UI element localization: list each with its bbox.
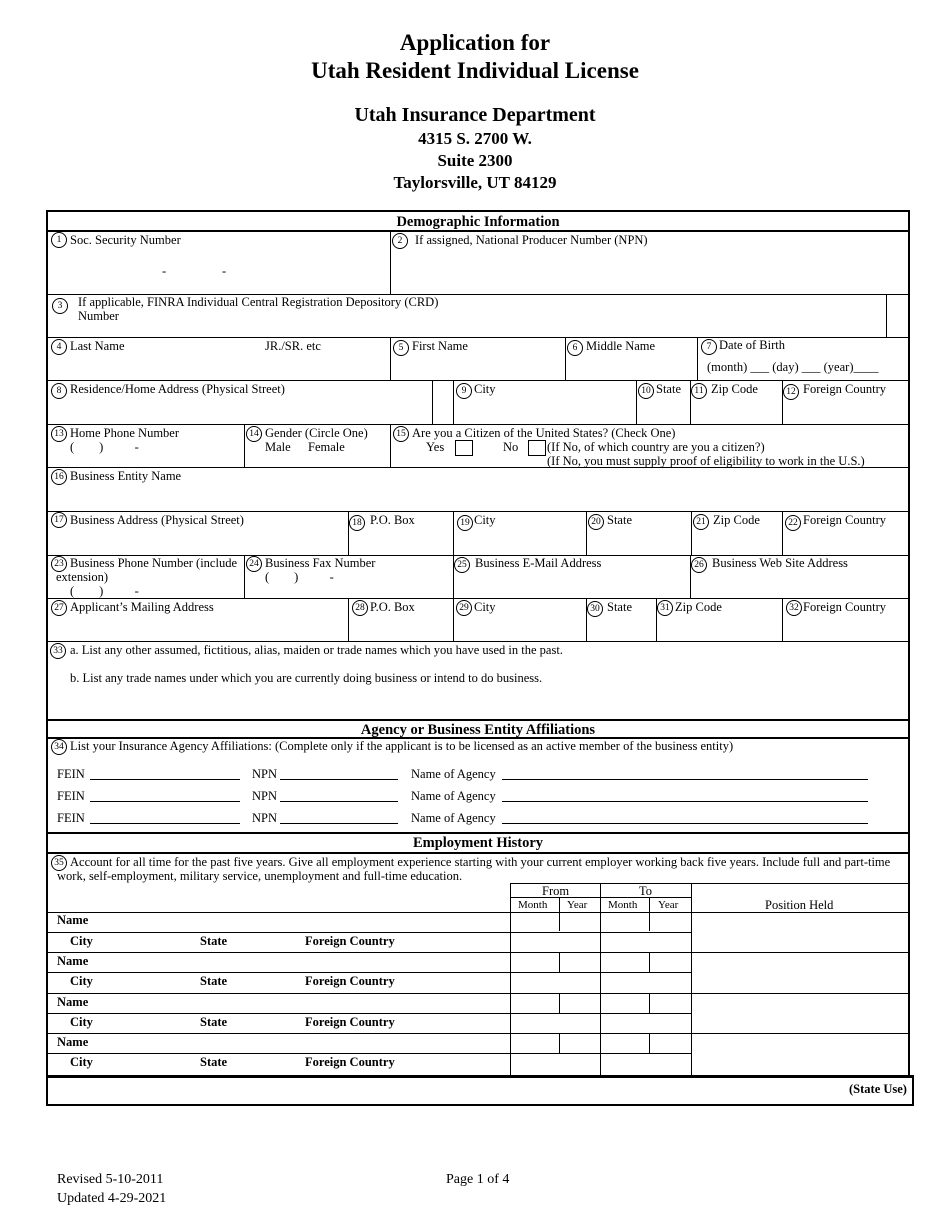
field-number-badge: 16 bbox=[51, 469, 67, 485]
employer-city-label: City bbox=[70, 974, 93, 988]
field-number-badge: 18 bbox=[349, 515, 365, 531]
field-number-badge: 29 bbox=[456, 600, 472, 616]
to-month-header: Month bbox=[608, 899, 638, 911]
mailing-address-label: Applicant’s Mailing Address bbox=[70, 600, 214, 614]
field-number-badge: 20 bbox=[588, 514, 604, 530]
citizen-proof-note: (If No, you must supply proof of eligibility to work in the U.S.) bbox=[547, 454, 865, 468]
business-phone-label: Business Phone Number (include bbox=[70, 556, 237, 570]
field-number-badge: 35 bbox=[51, 855, 67, 871]
field-number-badge: 33 bbox=[50, 643, 66, 659]
last-name-label: Last Name bbox=[70, 339, 125, 353]
employer-state-label: State bbox=[200, 1055, 228, 1069]
field-number-badge: 3 bbox=[52, 298, 68, 314]
employment-entry[interactable] bbox=[48, 994, 510, 1033]
npn-input-line[interactable] bbox=[280, 779, 398, 780]
business-address-label: Business Address (Physical Street) bbox=[70, 513, 244, 527]
employment-instructions: Account for all time for the past five years. Give all employment experience starting with your current employer working back five years. Include full and part-time bbox=[70, 855, 891, 869]
from-month-header: Month bbox=[518, 899, 548, 911]
citizen-no-label: No bbox=[503, 440, 519, 454]
field-number-badge: 32 bbox=[786, 600, 802, 616]
employment-entry[interactable] bbox=[48, 1034, 510, 1073]
state-use-label: (State Use) bbox=[849, 1082, 907, 1096]
field-number-badge: 9 bbox=[456, 383, 472, 399]
fein-label: FEIN bbox=[57, 789, 85, 803]
agency-name-input-line[interactable] bbox=[502, 823, 868, 824]
employer-name-label: Name bbox=[57, 1035, 89, 1049]
employer-country-label: Foreign Country bbox=[305, 1055, 395, 1069]
agency-name-input-line[interactable] bbox=[502, 779, 868, 780]
business-email-label: Business E-Mail Address bbox=[475, 556, 602, 570]
business-entity-name-label: Business Entity Name bbox=[70, 469, 182, 483]
fein-input-line[interactable] bbox=[90, 823, 240, 824]
ssn-label: Soc. Security Number bbox=[70, 233, 181, 247]
title-line-1: Application for bbox=[399, 30, 551, 55]
employer-state-label: State bbox=[200, 934, 228, 948]
first-name-label: First Name bbox=[412, 339, 468, 353]
state-use-box bbox=[46, 1075, 914, 1106]
from-year-header: Year bbox=[567, 899, 588, 911]
citizen-no-checkbox[interactable] bbox=[528, 440, 546, 456]
business-fax-format: ( ) - bbox=[265, 570, 334, 584]
business-fax-label: Business Fax Number bbox=[265, 556, 376, 570]
trade-names-question-b: b. List any trade names under which you are currently doing business or intend to do business. bbox=[70, 671, 543, 685]
field-number-badge: 24 bbox=[246, 556, 262, 572]
field-number-badge: 22 bbox=[785, 515, 801, 531]
field-number-badge: 13 bbox=[51, 426, 67, 442]
position-held-header: Position Held bbox=[765, 898, 834, 912]
field-number-badge: 8 bbox=[51, 383, 67, 399]
field-number-badge: 10 bbox=[638, 383, 654, 399]
section-demographic: Demographic Information bbox=[396, 214, 560, 230]
mailing-state-label: State bbox=[607, 600, 632, 614]
business-website-label: Business Web Site Address bbox=[712, 556, 848, 570]
business-zip-label: Zip Code bbox=[713, 513, 760, 527]
gender-male-option[interactable]: Male bbox=[265, 440, 291, 454]
business-po-box-label: P.O. Box bbox=[370, 513, 415, 527]
employment-entry[interactable] bbox=[48, 913, 510, 952]
from-header: From bbox=[542, 884, 570, 898]
employer-city-label: City bbox=[70, 1055, 93, 1069]
field-number-badge: 15 bbox=[393, 426, 409, 442]
npn-label: NPN bbox=[252, 767, 278, 781]
address-line-3: Taylorsville, UT 84129 bbox=[393, 173, 557, 192]
employer-state-label: State bbox=[200, 974, 228, 988]
employer-country-label: Foreign Country bbox=[305, 934, 395, 948]
business-state-label: State bbox=[607, 513, 632, 527]
revised-date: Revised 5-10-2011 bbox=[57, 1172, 164, 1187]
suffix-label: JR./SR. etc bbox=[265, 339, 321, 353]
home-country-label: Foreign Country bbox=[803, 382, 886, 396]
field-number-badge: 34 bbox=[51, 739, 67, 755]
employer-name-label: Name bbox=[57, 913, 89, 927]
address-line-1: 4315 S. 2700 W. bbox=[418, 129, 532, 148]
mailing-city-label: City bbox=[474, 600, 496, 614]
field-number-badge: 26 bbox=[691, 557, 707, 573]
page-number: Page 1 of 4 bbox=[446, 1172, 510, 1187]
field-number-badge: 30 bbox=[587, 601, 603, 617]
field-number-badge: 1 bbox=[51, 232, 67, 248]
section-employment: Employment History bbox=[412, 835, 544, 851]
fein-input-line[interactable] bbox=[90, 779, 240, 780]
employment-entry[interactable] bbox=[48, 953, 510, 992]
field-number-badge: 14 bbox=[246, 426, 262, 442]
field-number-badge: 17 bbox=[51, 512, 67, 528]
field-number-badge: 31 bbox=[657, 600, 673, 616]
field-number-badge: 12 bbox=[783, 384, 799, 400]
employer-name-label: Name bbox=[57, 995, 89, 1009]
home-zip-label: Zip Code bbox=[711, 382, 758, 396]
field-number-badge: 19 bbox=[457, 515, 473, 531]
citizen-yes-checkbox[interactable] bbox=[455, 440, 473, 456]
citizen-yes-label: Yes bbox=[426, 440, 445, 454]
dob-format: (month) ___ (day) ___ (year)____ bbox=[707, 360, 879, 374]
fein-label: FEIN bbox=[57, 767, 85, 781]
mailing-country-label: Foreign Country bbox=[803, 600, 886, 614]
agency-name-label: Name of Agency bbox=[411, 789, 496, 803]
mailing-po-box-label: P.O. Box bbox=[370, 600, 415, 614]
field-number-badge: 28 bbox=[352, 600, 368, 616]
crd-label: If applicable, FINRA Individual Central Registration Depository (CRD) bbox=[78, 295, 439, 309]
fein-label: FEIN bbox=[57, 811, 85, 825]
field-number-badge: 27 bbox=[51, 600, 67, 616]
agency-name-input-line[interactable] bbox=[502, 801, 868, 802]
field-number-badge: 11 bbox=[691, 383, 707, 399]
address-line-2: Suite 2300 bbox=[437, 151, 513, 170]
to-year-header: Year bbox=[658, 899, 679, 911]
field-number-badge: 5 bbox=[393, 340, 409, 356]
field-number-badge: 7 bbox=[701, 339, 717, 355]
fein-input-line[interactable] bbox=[90, 801, 240, 802]
employment-instructions: work, self-employment, military service, unemployment and full-time education. bbox=[57, 869, 463, 883]
section-agency: Agency or Business Entity Affiliations bbox=[360, 722, 596, 738]
ssn-dash: - bbox=[222, 264, 227, 278]
agency-affiliations-label: List your Insurance Agency Affiliations: (Complete only if the applicant is to be licensed as an active member of the business entity) bbox=[70, 739, 734, 753]
to-header: To bbox=[639, 884, 653, 898]
citizen-question: Are you a Citizen of the United States? (Check One) bbox=[412, 426, 676, 440]
dob-label: Date of Birth bbox=[719, 338, 785, 352]
department-name: Utah Insurance Department bbox=[354, 104, 596, 126]
npn-input-line[interactable] bbox=[280, 801, 398, 802]
agency-name-label: Name of Agency bbox=[411, 767, 496, 781]
home-phone-format: ( ) - bbox=[70, 440, 139, 454]
field-number-badge: 2 bbox=[392, 233, 408, 249]
field-number-badge: 23 bbox=[51, 556, 67, 572]
business-city-label: City bbox=[474, 513, 496, 527]
gender-label: Gender (Circle One) bbox=[265, 426, 368, 440]
home-phone-label: Home Phone Number bbox=[70, 426, 180, 440]
home-address-label: Residence/Home Address (Physical Street) bbox=[70, 382, 285, 396]
gender-female-option[interactable]: Female bbox=[308, 440, 345, 454]
employer-country-label: Foreign Country bbox=[305, 974, 395, 988]
field-number-badge: 4 bbox=[51, 339, 67, 355]
npn-label: NPN bbox=[252, 811, 278, 825]
employer-name-label: Name bbox=[57, 954, 89, 968]
business-phone-label: extension) bbox=[56, 570, 109, 584]
home-city-label: City bbox=[474, 382, 496, 396]
middle-name-label: Middle Name bbox=[586, 339, 656, 353]
citizen-note: (If No, of which country are you a citizen?) bbox=[547, 440, 765, 454]
other-names-question-a: a. List any other assumed, fictitious, alias, maiden or trade names which you have used in the past. bbox=[70, 643, 563, 657]
business-phone-format: ( ) - bbox=[70, 584, 139, 598]
business-country-label: Foreign Country bbox=[803, 513, 886, 527]
npn-input-line[interactable] bbox=[280, 823, 398, 824]
updated-date: Updated 4-29-2021 bbox=[57, 1191, 167, 1206]
field-number-badge: 6 bbox=[567, 340, 583, 356]
employer-country-label: Foreign Country bbox=[305, 1015, 395, 1029]
crd-label: Number bbox=[78, 309, 119, 323]
employer-state-label: State bbox=[200, 1015, 228, 1029]
field-number-badge: 21 bbox=[693, 514, 709, 530]
employer-city-label: City bbox=[70, 934, 93, 948]
npn-label: If assigned, National Producer Number (NPN) bbox=[415, 233, 648, 247]
npn-label: NPN bbox=[252, 789, 278, 803]
home-state-label: State bbox=[656, 382, 681, 396]
title-line-2: Utah Resident Individual License bbox=[311, 58, 639, 83]
field-number-badge: 25 bbox=[454, 557, 470, 573]
employer-city-label: City bbox=[70, 1015, 93, 1029]
ssn-dash: - bbox=[162, 264, 167, 278]
agency-name-label: Name of Agency bbox=[411, 811, 496, 825]
mailing-zip-label: Zip Code bbox=[675, 600, 722, 614]
